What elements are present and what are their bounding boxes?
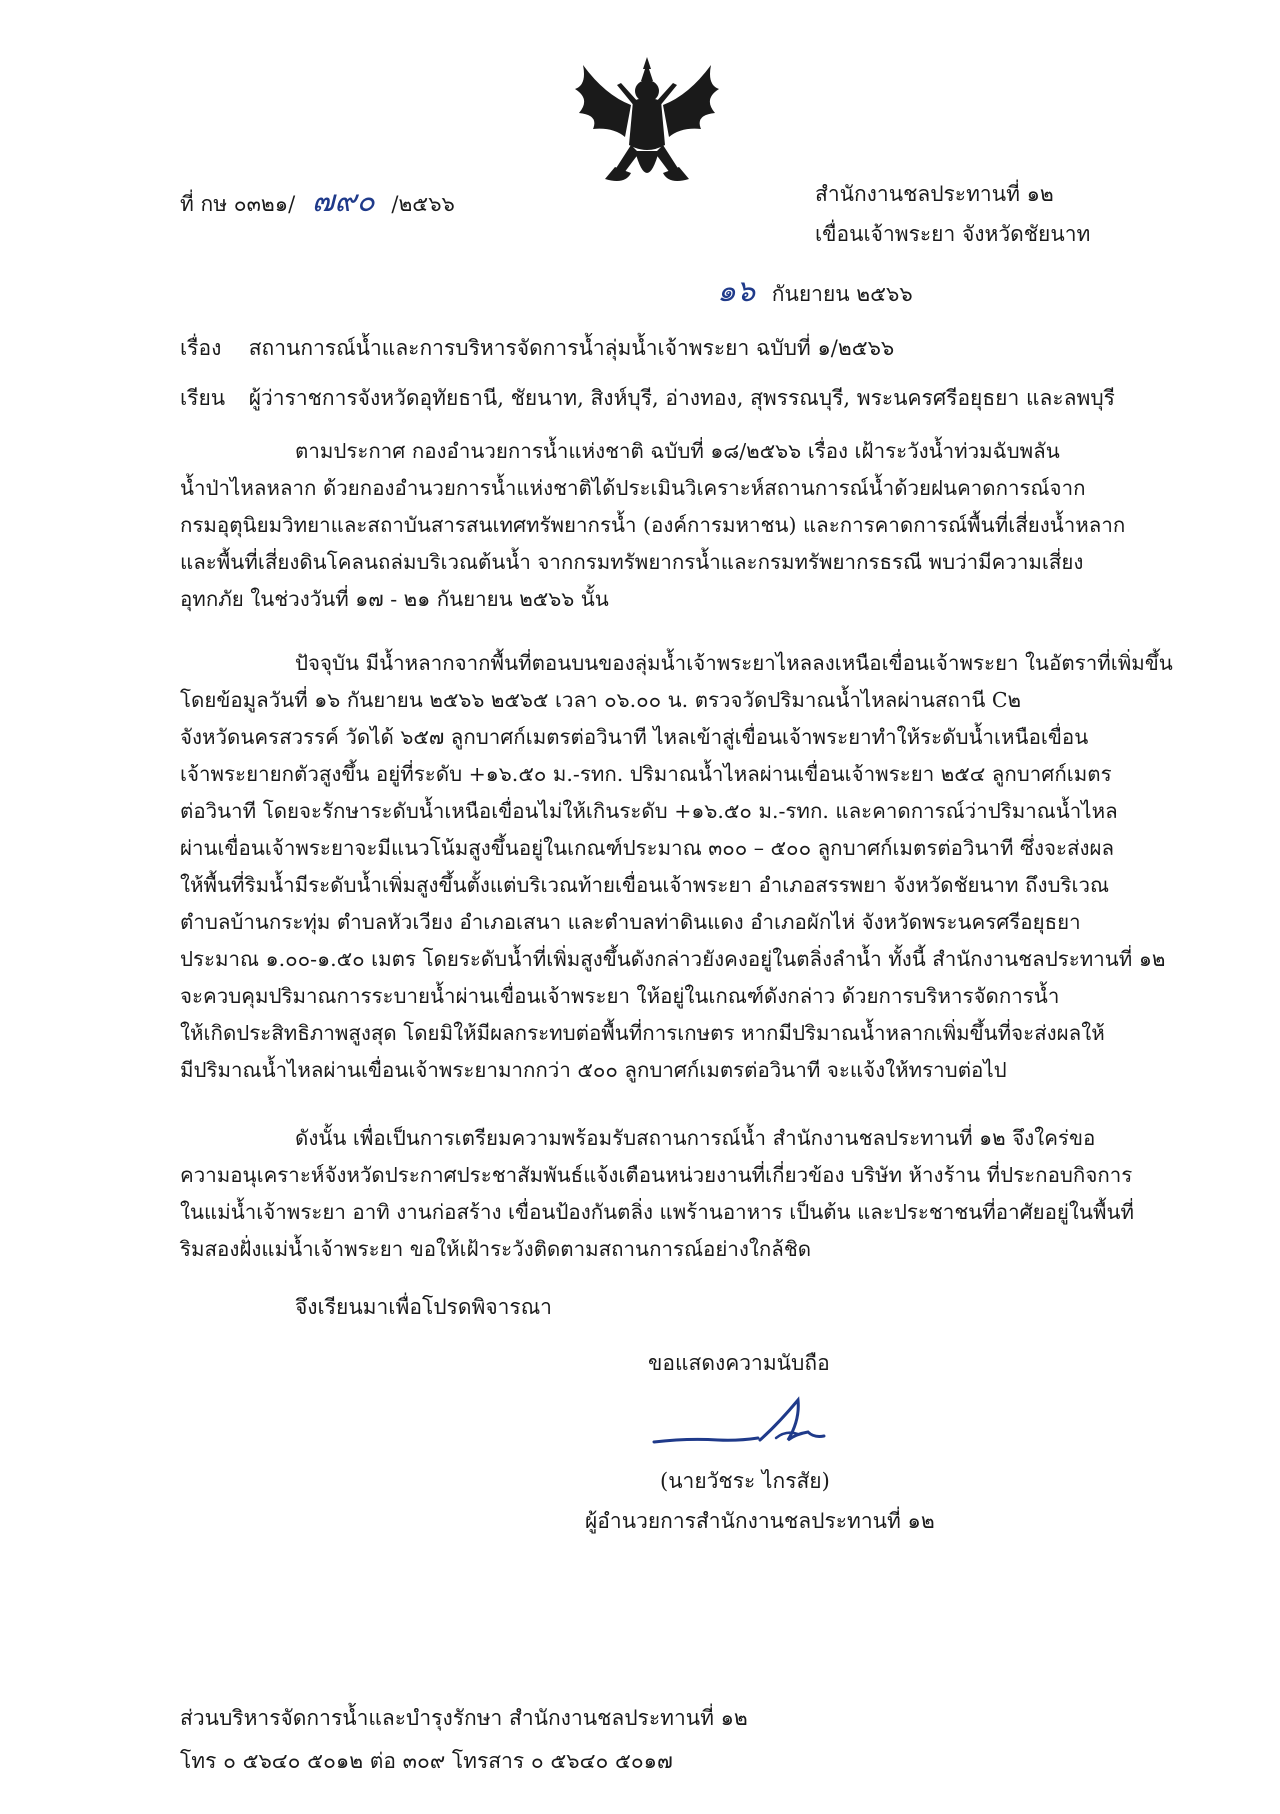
signer-position: ผู้อำนวยการสำนักงานชลประทานที่ ๑๒ (585, 1509, 935, 1533)
date-day-handwritten: ๑๖ (717, 274, 756, 309)
paragraph-line: ตำบลบ้านกระทุ่ม ตำบลหัวเวียง อำเภอเสนา และตำบลท่าดินแดง อำเภอผักไห่ จังหวัดพระนครศรีอยุธยา (180, 910, 1081, 934)
paragraph-line: ความอนุเคราะห์จังหวัดประกาศประชาสัมพันธ์แจ้งเตือนหน่วยงานที่เกี่ยวข้อง บริษัท ห้างร้าน ที่ประกอบกิจการ (180, 1163, 1133, 1187)
letter-date (717, 268, 913, 315)
signature-image (648, 1390, 848, 1460)
paragraph-line: จะควบคุมปริมาณการระบายน้ำผ่านเขื่อนเจ้าพระยา ให้อยู่ในเกณฑ์ดังกล่าว ด้วยการบริหารจัดการน้ำ (180, 984, 1060, 1008)
paragraph-line: และพื้นที่เสี่ยงดินโคลนถล่มบริเวณต้นน้ำ จากกรมทรัพยากรน้ำและกรมทรัพยากรธรณี พบว่ามีความเสี่ยง (180, 550, 1084, 574)
paragraph-line: ให้พื้นที่ริมน้ำมีระดับน้ำเพิ่มสูงขึ้นตั้งแต่บริเวณท้ายเขื่อนเจ้าพระยา อำเภอสรรพยา จังหวัดชัยนาท ถึงบริเวณ (180, 873, 1110, 897)
subject-line (180, 332, 894, 365)
reference-number (180, 178, 455, 225)
paragraph-3 (180, 1120, 1134, 1268)
paragraph-line: ปัจจุบัน มีน้ำหลากจากพื้นที่ตอนบนของลุ่มน้ำเจ้าพระยาไหลลงเหนือเขื่อนเจ้าพระยา ในอัตราที่เพิ่มขึ้น (295, 651, 1173, 675)
signer-name: (นายวัชระ ไกรสัย) (660, 1469, 830, 1493)
paragraph-line: อุทกภัย ในช่วงวันที่ ๑๗ - ๒๑ กันยายน ๒๕๖๖ นั้น (180, 587, 609, 611)
office-address: เขื่อนเจ้าพระยา จังหวัดชัยนาท (815, 222, 1091, 246)
paragraph-2 (180, 645, 1173, 1089)
closing-regards: ขอแสดงความนับถือ (648, 1351, 830, 1375)
subject-text: สถานการณ์น้ำและการบริหารจัดการน้ำลุ่มน้ำเจ้าพระยา ฉบับที่ ๑/๒๕๖๖ (248, 336, 895, 360)
footer-division: ส่วนบริหารจัดการน้ำและบำรุงรักษา สำนักงานชลประทานที่ ๑๒ (180, 1706, 748, 1730)
recipient-line (180, 382, 1115, 415)
footer-contact: โทร ๐ ๕๖๔๐ ๕๐๑๒ ต่อ ๓๐๙ โทรสาร ๐ ๕๖๔๐ ๕๐๑๗ (180, 1749, 673, 1773)
paragraph-line: ในแม่น้ำเจ้าพระยา อาทิ งานก่อสร้าง เขื่อนป้องกันตลิ่ง แพร้านอาหาร เป็นต้น และประชาชนที่อาศัยอยู่ในพื้นที่ (180, 1200, 1134, 1224)
closing-request: จึงเรียนมาเพื่อโปรดพิจารณา (295, 1295, 552, 1319)
paragraph-line: ต่อวินาที โดยจะรักษาระดับน้ำเหนือเขื่อนไม่ให้เกินระดับ +๑๖.๕๐ ม.-รทก. และคาดการณ์ว่าปริมาณน้ำไหล (180, 799, 1118, 823)
paragraph-line: ประมาณ ๑.๐๐-๑.๕๐ เมตร โดยระดับน้ำที่เพิ่มสูงขึ้นดังกล่าวยังคงอยู่ในตลิ่งลำน้ำ ทั้งนี้ สำนักงานชลประทานที่ ๑๒ (180, 947, 1166, 971)
paragraph-line: โดยข้อมูลวันที่ ๑๖ กันยายน ๒๕๖๖ ๒๕๖๕ เวลา ๐๖.๐๐ น. ตรวจวัดปริมาณน้ำไหลผ่านสถานี C๒ (180, 688, 1022, 712)
paragraph-1 (180, 433, 1126, 618)
paragraph-line: ตามประกาศ กองอำนวยการน้ำแห่งชาติ ฉบับที่ ๑๘/๒๕๖๖ เรื่อง เฝ้าระวังน้ำท่วมฉับพลัน (295, 439, 1060, 463)
paragraph-line: เจ้าพระยายกตัวสูงขึ้น อยู่ที่ระดับ +๑๖.๕๐ ม.-รทก. ปริมาณน้ำไหลผ่านเขื่อนเจ้าพระยา ๒๕๔ ลูกบาศก์เมตร (180, 762, 1112, 786)
recipient-text: ผู้ว่าราชการจังหวัดอุทัยธานี, ชัยนาท, สิงห์บุรี, อ่างทอง, สุพรรณบุรี, พระนครศรีอยุธยา และลพบุรี (248, 386, 1115, 410)
reference-prefix: ที่ กษ ๐๓๒๑/ (180, 192, 296, 216)
reference-number-handwritten: ๗๙๐ (311, 184, 375, 219)
paragraph-line: ดังนั้น เพื่อเป็นการเตรียมความพร้อมรับสถานการณ์น้ำ สำนักงานชลประทานที่ ๑๒ จึงใคร่ขอ (295, 1126, 1096, 1150)
paragraph-line: กรมอุตุนิยมวิทยาและสถาบันสารสนเทศทรัพยากรน้ำ (องค์การมหาชน) และการคาดการณ์พื้นที่เสี่ยงน้ำหลาก (180, 513, 1126, 537)
paragraph-line: มีปริมาณน้ำไหลผ่านเขื่อนเจ้าพระยามากกว่า ๕๐๐ ลูกบาศก์เมตรต่อวินาที จะแจ้งให้ทราบต่อไป (180, 1058, 1007, 1082)
office-name: สำนักงานชลประทานที่ ๑๒ (815, 182, 1054, 206)
paragraph-line: จังหวัดนครสวรรค์ วัดได้ ๖๕๗ ลูกบาศก์เมตรต่อวินาที ไหลเข้าสู่เขื่อนเจ้าพระยาทำให้ระดับน้ำเหนือเขื่อน (180, 725, 1089, 749)
paragraph-line: ให้เกิดประสิทธิภาพสูงสุด โดยมิให้มีผลกระทบต่อพื้นที่การเกษตร หากมีปริมาณน้ำหลากเพิ่มขึ้นที่จะส่งผลให้ (180, 1021, 1105, 1045)
garuda-emblem-icon (565, 55, 730, 205)
subject-label: เรื่อง (180, 336, 222, 360)
paragraph-line: ผ่านเขื่อนเจ้าพระยาจะมีแนวโน้มสูงขึ้นอยู่ในเกณฑ์ประมาณ ๓๐๐ – ๕๐๐ ลูกบาศก์เมตรต่อวินาที ซึ่งจะส่งผล (180, 836, 1115, 860)
reference-year: /๒๕๖๖ (391, 192, 455, 216)
paragraph-line: ริมสองฝั่งแม่น้ำเจ้าพระยา ขอให้เฝ้าระวังติดตามสถานการณ์อย่างใกล้ชิด (180, 1237, 812, 1261)
recipient-label: เรียน (180, 386, 226, 410)
date-month-year: กันยายน ๒๕๖๖ (771, 282, 913, 306)
paragraph-line: น้ำป่าไหลหลาก ด้วยกองอำนวยการน้ำแห่งชาติได้ประเมินวิเคราะห์สถานการณ์น้ำด้วยฝนคาดการณ์จาก (180, 476, 1086, 500)
